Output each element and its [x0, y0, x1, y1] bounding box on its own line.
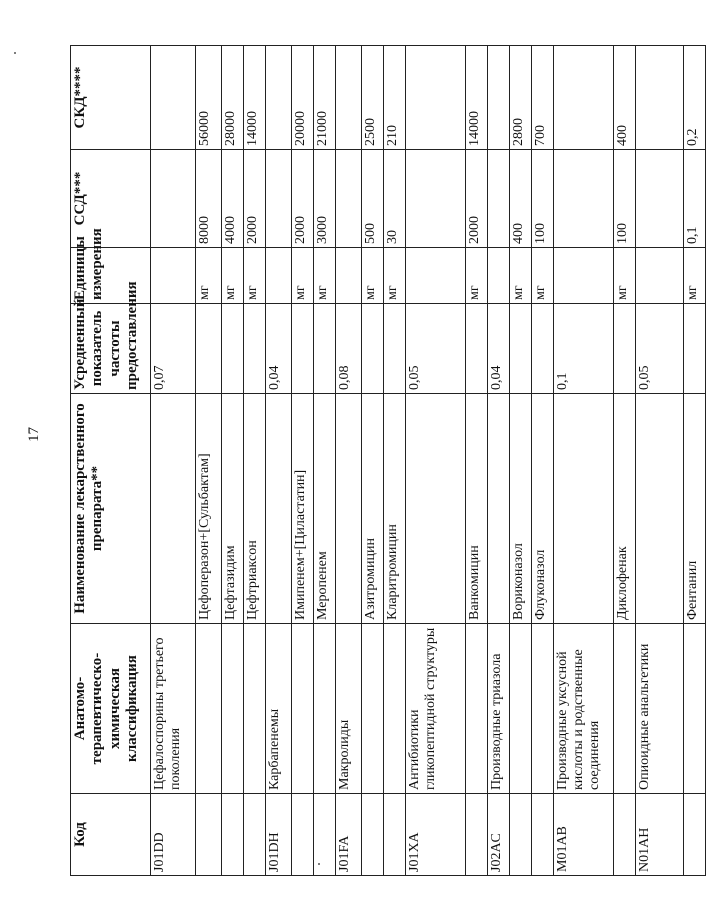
cell-atc	[244, 624, 266, 794]
table-row	[684, 46, 706, 876]
cell-atc	[314, 624, 336, 794]
cell-atc	[684, 624, 706, 794]
cell-skd: 210	[384, 46, 406, 150]
cell-ssd	[151, 150, 196, 248]
cell-code: J02AC	[488, 794, 510, 876]
cell-code	[466, 794, 488, 876]
table-row	[292, 46, 314, 876]
cell-code	[292, 794, 314, 876]
cell-drug	[636, 394, 684, 624]
cell-drug	[336, 394, 362, 624]
table-row	[532, 46, 554, 876]
table-row	[510, 46, 532, 876]
cell-drug	[554, 394, 614, 624]
cell-atc	[614, 624, 636, 794]
cell-code	[614, 794, 636, 876]
cell-code	[684, 794, 706, 876]
table-row	[244, 46, 266, 876]
cell-frequency	[466, 304, 488, 394]
cell-ssd: 2000	[292, 150, 314, 248]
table-header-row	[71, 46, 151, 876]
table-row	[488, 46, 510, 876]
cell-skd: 56000	[196, 46, 222, 150]
cell-frequency	[684, 304, 706, 394]
cell-skd: 21000	[314, 46, 336, 150]
cell-drug: Цефоперазон+[Сульбактам]	[196, 394, 222, 624]
cell-drug: Имипенем+[Циластатин]	[292, 394, 314, 624]
table-body	[151, 46, 706, 876]
cell-ssd	[636, 150, 684, 248]
cell-unit	[336, 248, 362, 304]
cell-code	[384, 794, 406, 876]
table-row	[336, 46, 362, 876]
cell-atc: Производные уксусной кислоты и родственные соединения	[554, 624, 614, 794]
cell-atc	[532, 624, 554, 794]
cell-atc: Производные триазола	[488, 624, 510, 794]
cell-frequency	[196, 304, 222, 394]
cell-unit	[266, 248, 292, 304]
table-row	[266, 46, 292, 876]
cell-drug: Кларитромицин	[384, 394, 406, 624]
cell-unit: мг	[314, 248, 336, 304]
table-row	[196, 46, 222, 876]
cell-unit: мг	[532, 248, 554, 304]
cell-ssd	[488, 150, 510, 248]
cell-drug: Ванкомицин	[466, 394, 488, 624]
table-row	[384, 46, 406, 876]
cell-code	[532, 794, 554, 876]
cell-skd	[554, 46, 614, 150]
table-row	[636, 46, 684, 876]
cell-atc: Макролиды	[336, 624, 362, 794]
cell-unit: мг	[384, 248, 406, 304]
cell-skd: 20000	[292, 46, 314, 150]
cell-unit: мг	[196, 248, 222, 304]
cell-skd: 2800	[510, 46, 532, 150]
cell-frequency	[362, 304, 384, 394]
cell-skd	[636, 46, 684, 150]
cell-code: J01FA	[336, 794, 362, 876]
cell-ssd	[406, 150, 466, 248]
cell-unit: мг	[614, 248, 636, 304]
cell-drug: Флуконазол	[532, 394, 554, 624]
cell-unit: мг	[466, 248, 488, 304]
cell-skd: 14000	[244, 46, 266, 150]
cell-atc: Опиоидные анальгетики	[636, 624, 684, 794]
table-row	[554, 46, 614, 876]
cell-frequency: 0,04	[488, 304, 510, 394]
cell-frequency: 0,05	[406, 304, 466, 394]
cell-frequency: 0,08	[336, 304, 362, 394]
page-number: 17	[26, 427, 42, 442]
cell-ssd: 0,1	[684, 150, 706, 248]
cell-unit	[406, 248, 466, 304]
cell-code	[362, 794, 384, 876]
table-row	[151, 46, 196, 876]
cell-frequency: 0,05	[636, 304, 684, 394]
cell-frequency	[384, 304, 406, 394]
cell-drug: Цефтазидим	[222, 394, 244, 624]
cell-drug: Диклофенак	[614, 394, 636, 624]
cell-skd: 28000	[222, 46, 244, 150]
cell-frequency: 0,07	[151, 304, 196, 394]
cell-ssd	[266, 150, 292, 248]
cell-drug: Цефтриаксон	[244, 394, 266, 624]
table-row	[314, 46, 336, 876]
cell-unit	[488, 248, 510, 304]
cell-frequency	[314, 304, 336, 394]
cell-code: M01AB	[554, 794, 614, 876]
cell-drug	[266, 394, 292, 624]
cell-code	[314, 794, 336, 876]
cell-drug: Вориконазол	[510, 394, 532, 624]
header-code: Код	[71, 794, 151, 876]
table-row	[466, 46, 488, 876]
header-skd: СКД****	[71, 46, 151, 150]
table-row	[222, 46, 244, 876]
cell-atc	[362, 624, 384, 794]
drug-table	[70, 45, 706, 876]
cell-drug	[151, 394, 196, 624]
cell-frequency	[614, 304, 636, 394]
cell-drug: Фентанил	[684, 394, 706, 624]
cell-ssd: 2000	[466, 150, 488, 248]
cell-unit: мг	[292, 248, 314, 304]
cell-unit	[554, 248, 614, 304]
cell-frequency	[222, 304, 244, 394]
cell-code	[510, 794, 532, 876]
cell-code: J01DD	[151, 794, 196, 876]
cell-ssd: 3000	[314, 150, 336, 248]
cell-skd: 14000	[466, 46, 488, 150]
cell-skd	[488, 46, 510, 150]
header-units: Единицы измерения	[71, 248, 151, 304]
cell-skd: 2500	[362, 46, 384, 150]
scan-speck	[14, 52, 16, 54]
cell-ssd: 500	[362, 150, 384, 248]
header-drug-name: Наименование лекарственного препарата**	[71, 394, 151, 624]
cell-atc	[196, 624, 222, 794]
cell-atc	[466, 624, 488, 794]
cell-ssd: 4000	[222, 150, 244, 248]
cell-unit: мг	[222, 248, 244, 304]
cell-unit	[636, 248, 684, 304]
cell-drug	[488, 394, 510, 624]
cell-unit	[151, 248, 196, 304]
cell-frequency: 0,1	[554, 304, 614, 394]
cell-frequency: 0,04	[266, 304, 292, 394]
cell-unit: мг	[684, 248, 706, 304]
cell-frequency	[244, 304, 266, 394]
cell-ssd: 30	[384, 150, 406, 248]
cell-unit: мг	[362, 248, 384, 304]
cell-drug	[406, 394, 466, 624]
cell-ssd: 400	[510, 150, 532, 248]
cell-atc	[222, 624, 244, 794]
cell-atc: Карбапенемы	[266, 624, 292, 794]
cell-unit: мг	[510, 248, 532, 304]
cell-frequency	[292, 304, 314, 394]
cell-atc	[384, 624, 406, 794]
cell-unit: мг	[244, 248, 266, 304]
cell-ssd: 8000	[196, 150, 222, 248]
cell-ssd: 100	[532, 150, 554, 248]
cell-atc: Цефалоспорины третьего поколения	[151, 624, 196, 794]
cell-skd	[266, 46, 292, 150]
cell-skd: 700	[532, 46, 554, 150]
cell-frequency	[532, 304, 554, 394]
cell-atc: Антибиотики гликопептидной структуры	[406, 624, 466, 794]
cell-frequency	[510, 304, 532, 394]
table-row	[614, 46, 636, 876]
cell-ssd: 2000	[244, 150, 266, 248]
cell-atc	[292, 624, 314, 794]
cell-drug: Азитромицин	[362, 394, 384, 624]
table-row	[406, 46, 466, 876]
cell-ssd: 100	[614, 150, 636, 248]
cell-code	[244, 794, 266, 876]
header-frequency: Усредненный показатель частоты предоставления	[71, 304, 151, 394]
cell-code: J01DH	[266, 794, 292, 876]
table-row	[362, 46, 384, 876]
cell-code	[222, 794, 244, 876]
cell-skd: 400	[614, 46, 636, 150]
rotated-table-wrapper	[70, 46, 700, 876]
header-ssd: ССД***	[71, 150, 151, 248]
cell-ssd	[554, 150, 614, 248]
cell-code	[196, 794, 222, 876]
cell-skd	[151, 46, 196, 150]
cell-drug: Меропенем	[314, 394, 336, 624]
cell-skd	[406, 46, 466, 150]
cell-code: N01AH	[636, 794, 684, 876]
cell-skd	[336, 46, 362, 150]
cell-code: J01XA	[406, 794, 466, 876]
cell-atc	[510, 624, 532, 794]
header-atc-classification: Анатомо-терапевтическо-химическая классификация	[71, 624, 151, 794]
cell-ssd	[336, 150, 362, 248]
cell-skd: 0,2	[684, 46, 706, 150]
